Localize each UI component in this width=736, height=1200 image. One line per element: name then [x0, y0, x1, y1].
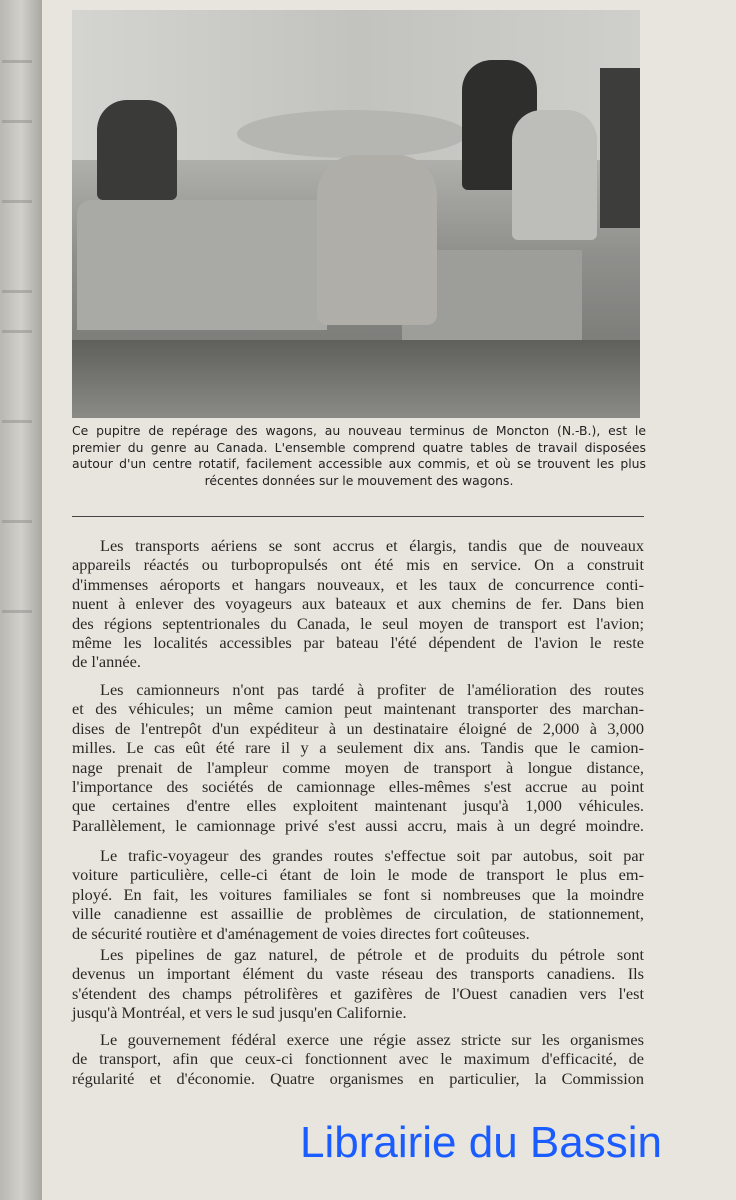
- person-left: [97, 100, 177, 200]
- text-line: même les localités accessibles par bateau l'été dépendent de l'avion le reste: [72, 633, 644, 653]
- divider: [72, 516, 644, 517]
- caption-line: autour d'un centre rotatif, facilement accessible aux commis, et où se trouvent les plus: [72, 456, 646, 471]
- round-table: [237, 110, 467, 158]
- text-line: de transport, afin que ceux-ci fonctionnent avec le maximum d'efficacité, de: [72, 1049, 644, 1069]
- person-right: [512, 110, 597, 240]
- text-line: nuent à enlever des voyageurs aux bateaux et aux chemins de fer. Dans bien: [72, 594, 644, 614]
- text-line: ployé. En fait, les voitures familiales se font si nombreuses que la moindre: [72, 884, 644, 904]
- photo-caption: [72, 423, 646, 489]
- text-line: nage prenait de l'ampleur comme moyen de transport à longue distance,: [72, 757, 644, 777]
- text-line: régularité et d'économie. Quatre organismes en particulier, la Commission: [72, 1068, 644, 1088]
- watermark: Librairie du Bassin: [300, 1118, 662, 1167]
- paragraph-air-transport: [72, 536, 644, 672]
- paragraph-pipelines: [72, 945, 644, 1023]
- text-line: de l'année.: [72, 652, 141, 672]
- paragraph-government: [72, 1030, 644, 1088]
- text-line: appareils réactés ou turbopropulsés ont été mis en service. On a construit: [72, 555, 644, 575]
- desk-left: [77, 200, 327, 330]
- filing-cabinet: [600, 68, 640, 228]
- caption-line: récentes données sur le mouvement des wagons.: [204, 472, 514, 488]
- office-photo: [72, 10, 640, 418]
- text-line: Les camionneurs n'ont pas tardé à profiter de l'amélioration des routes: [100, 680, 644, 699]
- text-line: et des véhicules; un même camion peut maintenant transporter des marchan-: [72, 699, 644, 719]
- text-line: Le trafic-voyageur des grandes routes s'effectue soit par autobus, soit par: [100, 846, 644, 865]
- paragraph-passenger-traffic: [72, 846, 644, 943]
- text-line: des régions septentrionales du Canada, le seul moyen de transport est l'avion;: [72, 613, 644, 633]
- text-line: voiture particulière, celle-ci étant de loin le mode de transport le plus em-: [72, 865, 644, 885]
- caption-line: premier du genre au Canada. L'ensemble comprend quatre tables de travail disposées: [72, 439, 646, 455]
- adjacent-page-edge: [0, 0, 42, 1200]
- text-line: devenus un important élément du vaste réseau des transports canadiens. Ils: [72, 964, 644, 984]
- text-line: d'immenses aéroports et hangars nouveaux, et les taux de concurrence conti-: [72, 574, 644, 594]
- paragraph-trucking: [72, 680, 644, 835]
- text-line: Les transports aériens se sont accrus et élargis, tandis que de nouveaux: [100, 536, 644, 555]
- text-line: milles. Le cas eût été rare il y a seulement dix ans. Tandis que le camion-: [72, 738, 644, 758]
- text-line: que certaines d'entre elles exploitent maintenant jusqu'à 1,000 véhicules.: [72, 796, 644, 816]
- text-line: ville canadienne est assaillie de problèmes de circulation, de stationnement,: [72, 904, 644, 924]
- text-line: de sécurité routière et d'aménagement de voies directes fort coûteuses.: [72, 923, 530, 943]
- text-line: dises de l'entrepôt d'un expéditeur à un destinataire éloigné de 2,000 à 3,000: [72, 718, 644, 738]
- text-line: s'étendent des champs pétrolifères et gazifères de l'Ouest canadien vers l'est: [72, 983, 644, 1003]
- text-line: Le gouvernement fédéral exerce une régie assez stricte sur les organismes: [100, 1030, 644, 1049]
- person-center: [317, 155, 437, 325]
- text-line: Parallèlement, le camionnage privé s'est aussi accru, mais à un degré moindre.: [72, 815, 644, 835]
- text-line: l'importance des sociétés de camionnage elles-mêmes s'est accrue au point: [72, 777, 644, 797]
- floor: [72, 340, 640, 418]
- caption-line: Ce pupitre de repérage des wagons, au nouveau terminus de Moncton (N.-B.), est le: [72, 423, 646, 438]
- text-line: Les pipelines de gaz naturel, de pétrole et de produits du pétrole sont: [100, 945, 644, 964]
- text-line: jusqu'à Montréal, et vers le sud jusqu'en Californie.: [72, 1003, 407, 1023]
